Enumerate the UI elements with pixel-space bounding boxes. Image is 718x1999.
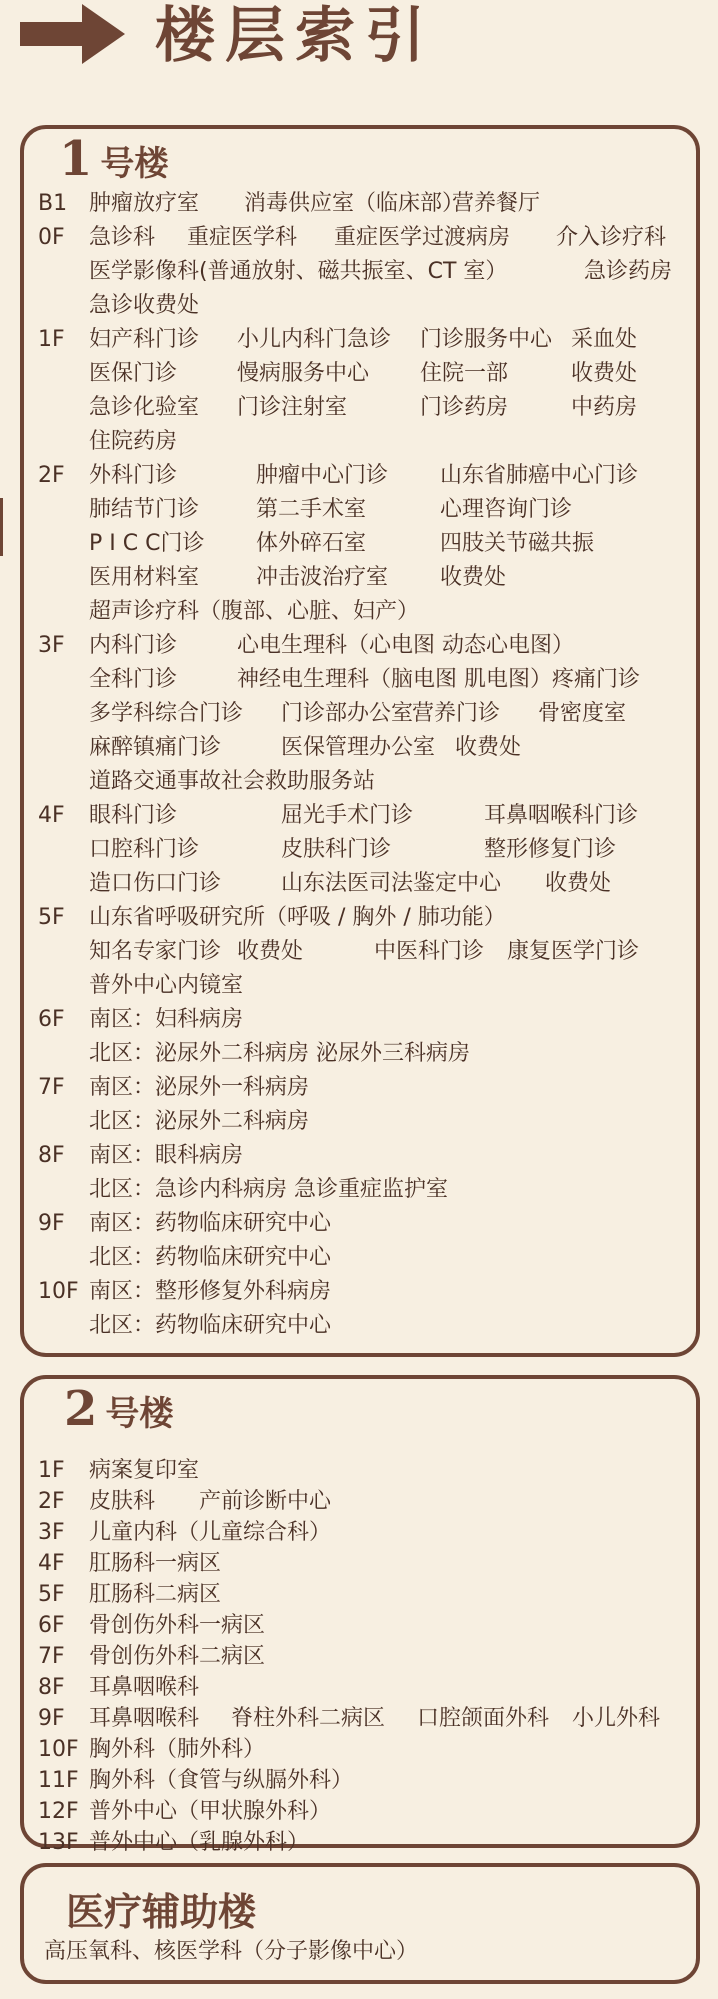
department-entry: 内科门诊 xyxy=(89,633,178,658)
floor-label: 4F xyxy=(38,1551,65,1576)
floor-row xyxy=(24,867,696,901)
department-entry: 体外碎石室 xyxy=(256,531,367,556)
building-2-floor-list xyxy=(24,1455,696,1858)
department-entry: 小儿内科门急诊 xyxy=(237,327,392,352)
department-entry: 肿瘤放疗室 xyxy=(89,191,200,216)
b1-floor-1f xyxy=(24,323,696,459)
department-entry: 脊柱外科二病区 xyxy=(231,1706,386,1731)
floor-label: 5F xyxy=(38,1582,65,1607)
floor-label: 10F xyxy=(38,1279,79,1304)
b1-floor-10f xyxy=(24,1275,696,1343)
department-entry: 北区：药物临床研究中心 xyxy=(89,1245,332,1270)
floor-label: 7F xyxy=(38,1075,65,1100)
floor-label: 9F xyxy=(38,1706,65,1731)
b2-floor-12f xyxy=(24,1796,696,1827)
department-entry: 采血处 xyxy=(571,327,638,352)
floor-label: 6F xyxy=(38,1613,65,1638)
department-entry: 北区：泌尿外二科病房 泌尿外三科病房 xyxy=(89,1041,470,1066)
floor-row xyxy=(24,935,696,969)
floor-row xyxy=(24,833,696,867)
b1-floor-b1 xyxy=(24,187,696,221)
b2-floor-1f xyxy=(24,1455,696,1486)
department-entry: 妇产科门诊 xyxy=(89,327,200,352)
floor-row xyxy=(24,1486,696,1517)
department-entry: 南区：药物临床研究中心 xyxy=(89,1211,332,1236)
department-entry: 小儿外科 xyxy=(572,1706,661,1731)
department-entry: 收费处 xyxy=(237,939,304,964)
floor-row xyxy=(24,1207,696,1241)
building-2-label: 号楼 xyxy=(105,1394,174,1434)
b2-floor-4f xyxy=(24,1548,696,1579)
building-2-title xyxy=(64,1381,173,1437)
department-entry: 造口伤口门诊 xyxy=(89,871,222,896)
floor-row xyxy=(24,425,696,459)
department-entry: 中药房 xyxy=(571,395,638,420)
department-entry: 住院一部 xyxy=(420,361,509,386)
aux-building-panel xyxy=(20,1863,700,1984)
department-entry: 神经电生理科（脑电图 肌电图）疼痛门诊 xyxy=(237,667,640,692)
department-entry: 介入诊疗科 xyxy=(556,225,667,250)
department-entry: 普外中心内镜室 xyxy=(89,973,244,998)
floor-row xyxy=(24,1548,696,1579)
department-entry: 急诊化验室 xyxy=(89,395,200,420)
b2-floor-8f xyxy=(24,1672,696,1703)
b2-floor-13f xyxy=(24,1827,696,1858)
floor-label: 11F xyxy=(38,1768,79,1793)
department-entry: 慢病服务中心 xyxy=(237,361,370,386)
arrow-right-icon xyxy=(20,4,125,64)
department-entry: 第二手术室 xyxy=(256,497,367,522)
b1-floor-9f xyxy=(24,1207,696,1275)
floor-row xyxy=(24,1173,696,1207)
department-entry: 病案复印室 xyxy=(89,1458,200,1483)
b1-floor-3f xyxy=(24,629,696,799)
department-entry: 急诊药房 xyxy=(584,259,673,284)
b1-floor-5f xyxy=(24,901,696,1003)
department-entry: 肺结节门诊 xyxy=(89,497,200,522)
floor-label: 2F xyxy=(38,1489,65,1514)
building-1-title xyxy=(59,131,168,187)
floor-row xyxy=(24,1579,696,1610)
b1-floor-4f xyxy=(24,799,696,901)
department-entry: 山东省肺癌中心门诊 xyxy=(440,463,639,488)
department-entry: 心电生理科（心电图 动态心电图） xyxy=(237,633,574,658)
department-entry: 门诊部办公室 xyxy=(281,701,414,726)
building-1-floor-list xyxy=(24,187,696,1343)
department-entry: P I C C门诊 xyxy=(89,531,205,556)
department-entry: 山东法医司法鉴定中心 xyxy=(281,871,502,896)
department-entry: 南区：泌尿外一科病房 xyxy=(89,1075,310,1100)
department-entry: 外科门诊 xyxy=(89,463,178,488)
building-1-panel xyxy=(20,125,700,1357)
floor-row xyxy=(24,459,696,493)
floor-row xyxy=(24,1071,696,1105)
floor-row xyxy=(24,697,696,731)
floor-label: B1 xyxy=(38,191,68,216)
department-entry: 骨创伤外科一病区 xyxy=(89,1613,266,1638)
department-entry: 骨创伤外科二病区 xyxy=(89,1644,266,1669)
department-entry: 麻醉镇痛门诊 xyxy=(89,735,222,760)
department-entry: 皮肤科 xyxy=(89,1489,156,1514)
department-entry: 医保门诊 xyxy=(89,361,178,386)
floor-label: 2F xyxy=(38,463,65,488)
department-entry: 知名专家门诊 xyxy=(89,939,222,964)
department-entry: 胸外科（肺外科） xyxy=(89,1737,266,1762)
department-entry: 儿童内科（儿童综合科） xyxy=(89,1520,332,1545)
department-entry: 耳鼻咽喉科门诊 xyxy=(484,803,639,828)
department-entry: 耳鼻咽喉科 xyxy=(89,1706,200,1731)
department-entry: 收费处 xyxy=(571,361,638,386)
department-entry: 普外中心（甲状腺外科） xyxy=(89,1799,332,1824)
department-entry: 皮肤科门诊 xyxy=(281,837,392,862)
floor-label: 6F xyxy=(38,1007,65,1032)
department-entry: 胸外科（食管与纵膈外科） xyxy=(89,1768,354,1793)
department-entry: 普外中心（乳腺外科） xyxy=(89,1830,310,1855)
b1-floor-7f xyxy=(24,1071,696,1139)
floor-row xyxy=(24,1703,696,1734)
department-entry: 收费处 xyxy=(545,871,612,896)
side-edge-mark xyxy=(0,498,3,556)
department-entry: 骨密度室 xyxy=(538,701,627,726)
department-entry: 急诊收费处 xyxy=(89,293,200,318)
floor-label: 8F xyxy=(38,1675,65,1700)
floor-row xyxy=(24,391,696,425)
department-entry: 整形修复门诊 xyxy=(484,837,617,862)
b2-floor-9f xyxy=(24,1703,696,1734)
department-entry: 中医科门诊 xyxy=(374,939,485,964)
building-1-label: 号楼 xyxy=(100,144,169,184)
floor-row xyxy=(24,1517,696,1548)
department-entry: 重症医学过渡病房 xyxy=(334,225,511,250)
department-entry: 屈光手术门诊 xyxy=(281,803,414,828)
department-entry: 肿瘤中心门诊 xyxy=(256,463,389,488)
department-entry: 医用材料室 xyxy=(89,565,200,590)
floor-label: 5F xyxy=(38,905,65,930)
floor-label: 4F xyxy=(38,803,65,828)
department-entry: 门诊药房 xyxy=(420,395,509,420)
b2-floor-11f xyxy=(24,1765,696,1796)
b1-floor-6f xyxy=(24,1003,696,1071)
floor-label: 3F xyxy=(38,1520,65,1545)
department-entry: 四肢关节磁共振 xyxy=(440,531,595,556)
floor-row xyxy=(24,969,696,1003)
floor-label: 8F xyxy=(38,1143,65,1168)
department-entry: 收费处 xyxy=(440,565,507,590)
floor-label: 7F xyxy=(38,1644,65,1669)
department-entry: 门诊注射室 xyxy=(237,395,348,420)
floor-row xyxy=(24,629,696,663)
department-entry: 营养餐厅 xyxy=(452,191,541,216)
floor-row xyxy=(24,187,696,221)
floor-row xyxy=(24,901,696,935)
floor-row xyxy=(24,561,696,595)
department-entry: 肛肠科一病区 xyxy=(89,1551,222,1576)
floor-row xyxy=(24,221,696,255)
floor-row xyxy=(24,323,696,357)
floor-row xyxy=(24,1037,696,1071)
floor-row xyxy=(24,663,696,697)
department-entry: 口腔科门诊 xyxy=(89,837,200,862)
department-entry: 门诊服务中心 xyxy=(420,327,553,352)
department-entry: 冲击波治疗室 xyxy=(256,565,389,590)
floor-row xyxy=(24,1672,696,1703)
floor-row xyxy=(24,1734,696,1765)
department-entry: 南区：整形修复外科病房 xyxy=(89,1279,332,1304)
b1-floor-8f xyxy=(24,1139,696,1207)
page-title: 楼层索引 xyxy=(155,1,435,71)
floor-row xyxy=(24,1003,696,1037)
floor-label: 1F xyxy=(38,1458,65,1483)
department-entry: 南区：妇科病房 xyxy=(89,1007,244,1032)
floor-row xyxy=(24,1455,696,1486)
department-entry: 重症医学科 xyxy=(187,225,298,250)
department-entry: 超声诊疗科（腹部、心脏、妇产） xyxy=(89,599,420,624)
b2-floor-5f xyxy=(24,1579,696,1610)
floor-row xyxy=(24,1139,696,1173)
b2-floor-6f xyxy=(24,1610,696,1641)
department-entry: 北区：泌尿外二科病房 xyxy=(89,1109,310,1134)
department-entry: 多学科综合门诊 xyxy=(89,701,244,726)
floor-row xyxy=(24,1105,696,1139)
department-entry: 肛肠科二病区 xyxy=(89,1582,222,1607)
floor-label: 0F xyxy=(38,225,65,250)
b2-floor-3f xyxy=(24,1517,696,1548)
department-entry: 心理咨询门诊 xyxy=(440,497,573,522)
building-2-panel xyxy=(20,1375,700,1855)
floor-row xyxy=(24,731,696,765)
floor-row xyxy=(24,799,696,833)
floor-row xyxy=(24,357,696,391)
floor-row xyxy=(24,1610,696,1641)
floor-row xyxy=(24,1241,696,1275)
building-2-number: 2 xyxy=(64,1381,98,1437)
floor-row xyxy=(24,595,696,629)
department-entry: 医学影像科(普通放射、磁共振室、CT 室） xyxy=(89,259,508,284)
department-entry: 医保管理办公室 xyxy=(281,735,436,760)
department-entry: 南区：眼科病房 xyxy=(89,1143,244,1168)
floor-label: 12F xyxy=(38,1799,79,1824)
floor-label: 1F xyxy=(38,327,65,352)
department-entry: 康复医学门诊 xyxy=(507,939,640,964)
floor-row xyxy=(24,255,696,289)
department-entry: 北区：急诊内科病房 急诊重症监护室 xyxy=(89,1177,448,1202)
floor-row xyxy=(24,1275,696,1309)
floor-label: 9F xyxy=(38,1211,65,1236)
floor-label: 13F xyxy=(38,1830,79,1855)
department-entry: 全科门诊 xyxy=(89,667,178,692)
floor-row xyxy=(24,765,696,799)
floor-row xyxy=(24,1827,696,1858)
department-entry: 产前诊断中心 xyxy=(199,1489,332,1514)
department-entry: 道路交通事故社会救助服务站 xyxy=(89,769,376,794)
aux-building-content: 高压氧科、核医学科（分子影像中心） xyxy=(44,1939,419,1964)
department-entry: 眼科门诊 xyxy=(89,803,178,828)
floor-label: 3F xyxy=(38,633,65,658)
b2-floor-10f xyxy=(24,1734,696,1765)
department-entry: 口腔颌面外科 xyxy=(417,1706,550,1731)
floor-row xyxy=(24,1309,696,1343)
floor-row xyxy=(24,527,696,561)
floor-row xyxy=(24,1796,696,1827)
floor-row xyxy=(24,1765,696,1796)
b2-floor-7f xyxy=(24,1641,696,1672)
floor-label: 10F xyxy=(38,1737,79,1762)
department-entry: 北区：药物临床研究中心 xyxy=(89,1313,332,1338)
department-entry: 住院药房 xyxy=(89,429,178,454)
department-entry: 消毒供应室（临床部） xyxy=(244,191,465,216)
department-entry: 营养门诊 xyxy=(412,701,501,726)
department-entry: 山东省呼吸研究所（呼吸 / 胸外 / 肺功能） xyxy=(89,905,506,930)
floor-row xyxy=(24,289,696,323)
floor-row xyxy=(24,1641,696,1672)
b1-floor-2f xyxy=(24,459,696,629)
header xyxy=(0,0,718,80)
department-entry: 耳鼻咽喉科 xyxy=(89,1675,200,1700)
building-1-number: 1 xyxy=(59,131,93,187)
b2-floor-2f xyxy=(24,1486,696,1517)
floor-row xyxy=(24,493,696,527)
department-entry: 收费处 xyxy=(455,735,522,760)
aux-building-title: 医疗辅助楼 xyxy=(66,1889,257,1934)
b1-floor-0f xyxy=(24,221,696,323)
department-entry: 急诊科 xyxy=(89,225,156,250)
